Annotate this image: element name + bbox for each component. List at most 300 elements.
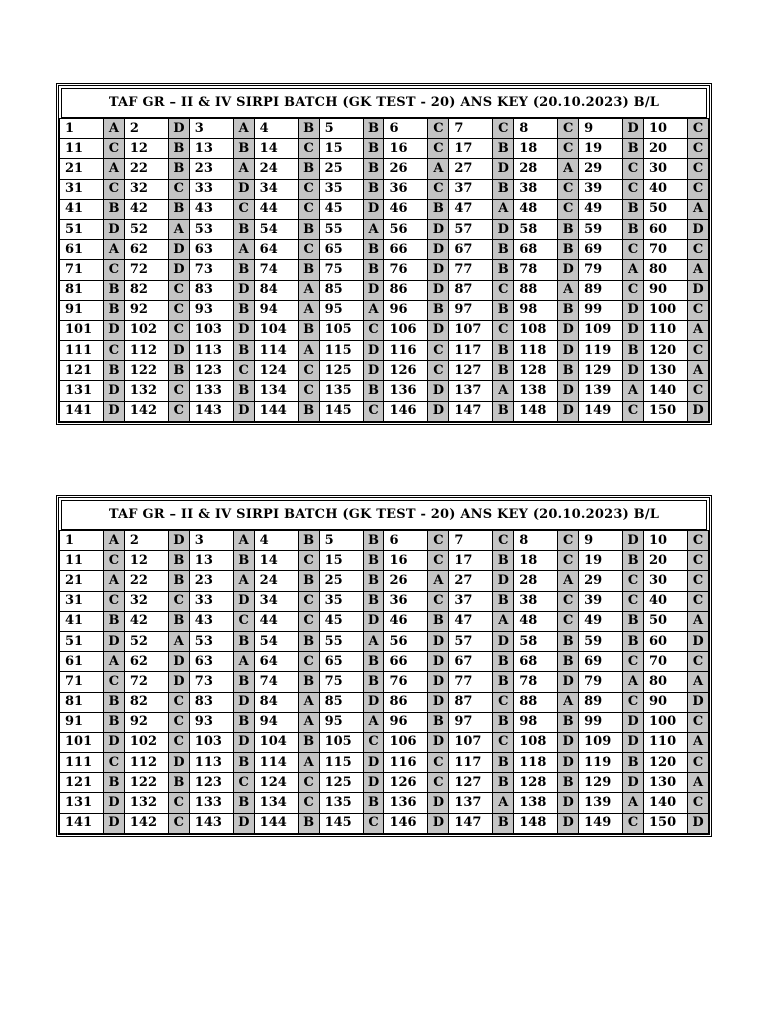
answer-letter: A [298, 692, 319, 712]
question-number: 41 [60, 611, 104, 631]
question-number: 134 [254, 381, 298, 401]
question-number: 6 [384, 531, 428, 551]
question-number: 132 [124, 793, 168, 813]
answer-letter: C [428, 551, 449, 571]
answer-letter: B [298, 732, 319, 752]
answer-letter: B [298, 119, 319, 139]
answer-letter: A [688, 611, 709, 631]
answer-letter: D [688, 692, 709, 712]
answer-letter: D [363, 280, 384, 300]
question-number: 93 [189, 712, 233, 732]
question-number: 95 [319, 712, 363, 732]
question-number: 23 [189, 159, 233, 179]
answer-letter: D [558, 341, 579, 361]
answer-letter: C [298, 361, 319, 381]
question-number: 100 [644, 300, 688, 320]
question-number: 6 [384, 119, 428, 139]
question-number: 10 [644, 119, 688, 139]
answer-letter: A [428, 571, 449, 591]
question-number: 3 [189, 531, 233, 551]
question-number: 112 [124, 753, 168, 773]
question-number: 13 [189, 139, 233, 159]
answer-letter: B [428, 611, 449, 631]
question-number: 111 [60, 341, 104, 361]
answer-letter: B [623, 219, 644, 239]
question-number: 30 [644, 159, 688, 179]
answer-letter: C [168, 300, 189, 320]
question-number: 100 [644, 712, 688, 732]
answer-letter: D [428, 813, 449, 833]
table-row [60, 591, 709, 611]
question-number: 101 [60, 320, 104, 340]
answer-letter: A [623, 793, 644, 813]
table-row [60, 260, 709, 280]
answer-letter: C [104, 551, 125, 571]
answer-letter: C [104, 260, 125, 280]
question-number: 136 [384, 793, 428, 813]
answer-letter: C [168, 179, 189, 199]
answer-letter: B [298, 320, 319, 340]
question-number: 85 [319, 280, 363, 300]
answer-letter: B [363, 119, 384, 139]
answer-letter: A [558, 159, 579, 179]
answer-letter: A [558, 692, 579, 712]
answer-letter: B [493, 652, 514, 672]
table-row [60, 361, 709, 381]
answer-letter: D [428, 732, 449, 752]
answer-letter: C [558, 179, 579, 199]
answer-letter: B [298, 159, 319, 179]
question-number: 75 [319, 672, 363, 692]
answer-letter: D [428, 320, 449, 340]
question-number: 68 [514, 240, 558, 260]
question-number: 29 [579, 159, 623, 179]
table-row [60, 219, 709, 239]
question-number: 106 [384, 732, 428, 752]
question-number: 82 [124, 280, 168, 300]
answer-letter: B [493, 591, 514, 611]
question-number: 79 [579, 672, 623, 692]
question-number: 104 [254, 320, 298, 340]
question-number: 101 [60, 732, 104, 752]
table-row [60, 692, 709, 712]
question-number: 45 [319, 199, 363, 219]
answer-letter: D [623, 119, 644, 139]
question-number: 128 [514, 773, 558, 793]
table-row [60, 712, 709, 732]
question-number: 144 [254, 813, 298, 833]
answer-letter: C [558, 591, 579, 611]
answer-letter: C [428, 773, 449, 793]
question-number: 66 [384, 652, 428, 672]
answer-key-title: TAF GR – II & IV SIRPI BATCH (GK TEST - 20) ANS KEY (20.10.2023) B/L [61, 500, 707, 530]
answer-letter: B [493, 551, 514, 571]
question-number: 115 [319, 753, 363, 773]
question-number: 144 [254, 401, 298, 421]
answer-letter: C [298, 611, 319, 631]
answer-letter: D [493, 571, 514, 591]
answer-letter: C [363, 813, 384, 833]
question-number: 74 [254, 672, 298, 692]
answer-letter: B [104, 300, 125, 320]
answer-letter: C [168, 401, 189, 421]
answer-letter: B [298, 672, 319, 692]
question-number: 146 [384, 813, 428, 833]
question-number: 37 [449, 179, 493, 199]
question-number: 56 [384, 219, 428, 239]
answer-letter: B [363, 672, 384, 692]
answer-letter: A [104, 531, 125, 551]
question-number: 105 [319, 732, 363, 752]
question-number: 86 [384, 692, 428, 712]
answer-letter: D [558, 732, 579, 752]
answer-letter: C [623, 179, 644, 199]
question-number: 127 [449, 361, 493, 381]
question-number: 92 [124, 300, 168, 320]
answer-letter: C [688, 119, 709, 139]
answer-letter: C [104, 591, 125, 611]
question-number: 68 [514, 652, 558, 672]
answer-letter: D [623, 531, 644, 551]
question-number: 15 [319, 551, 363, 571]
question-number: 136 [384, 381, 428, 401]
answer-letter: D [363, 692, 384, 712]
question-number: 104 [254, 732, 298, 752]
answer-letter: B [104, 611, 125, 631]
answer-letter: B [493, 672, 514, 692]
answer-letter: B [298, 571, 319, 591]
question-number: 8 [514, 531, 558, 551]
question-number: 62 [124, 652, 168, 672]
answer-letter: A [688, 260, 709, 280]
answer-letter: C [104, 139, 125, 159]
answer-letter: B [558, 652, 579, 672]
answer-letter: B [168, 139, 189, 159]
question-number: 121 [60, 361, 104, 381]
question-number: 108 [514, 320, 558, 340]
answer-letter: B [363, 591, 384, 611]
answer-letter: D [168, 531, 189, 551]
question-number: 86 [384, 280, 428, 300]
question-number: 92 [124, 712, 168, 732]
answer-letter: D [233, 692, 254, 712]
question-number: 150 [644, 813, 688, 833]
answer-letter: A [104, 571, 125, 591]
question-number: 58 [514, 219, 558, 239]
question-number: 7 [449, 119, 493, 139]
question-number: 150 [644, 401, 688, 421]
table-row [60, 240, 709, 260]
answer-letter: A [493, 611, 514, 631]
answer-letter: B [363, 793, 384, 813]
answer-letter: C [688, 240, 709, 260]
answer-letter: C [168, 280, 189, 300]
question-number: 30 [644, 571, 688, 591]
answer-letter: C [493, 531, 514, 551]
answer-letter: D [493, 631, 514, 651]
question-number: 88 [514, 692, 558, 712]
question-number: 60 [644, 631, 688, 651]
answer-letter: D [688, 401, 709, 421]
answer-letter: A [688, 732, 709, 752]
question-number: 97 [449, 712, 493, 732]
answer-letter: D [558, 320, 579, 340]
question-number: 9 [579, 531, 623, 551]
question-number: 40 [644, 179, 688, 199]
question-number: 55 [319, 219, 363, 239]
answer-letter: D [233, 401, 254, 421]
answer-letter: D [104, 381, 125, 401]
answer-letter: B [298, 401, 319, 421]
question-number: 38 [514, 591, 558, 611]
question-number: 131 [60, 793, 104, 813]
table-row [60, 571, 709, 591]
answer-letter: B [298, 813, 319, 833]
table-row [60, 280, 709, 300]
answer-key-block-top [56, 83, 712, 425]
question-number: 93 [189, 300, 233, 320]
answer-letter: A [688, 199, 709, 219]
answer-letter: D [428, 652, 449, 672]
answer-letter: C [623, 240, 644, 260]
answer-key-table [59, 530, 709, 834]
answer-letter: D [558, 672, 579, 692]
answer-letter: A [428, 159, 449, 179]
question-number: 71 [60, 672, 104, 692]
question-number: 72 [124, 260, 168, 280]
question-number: 34 [254, 179, 298, 199]
answer-letter: B [493, 813, 514, 833]
question-number: 69 [579, 652, 623, 672]
answer-letter: A [298, 300, 319, 320]
table-row [60, 300, 709, 320]
table-row [60, 159, 709, 179]
question-number: 80 [644, 260, 688, 280]
question-number: 81 [60, 692, 104, 712]
question-number: 99 [579, 712, 623, 732]
answer-letter: C [298, 240, 319, 260]
answer-letter: C [688, 179, 709, 199]
question-number: 31 [60, 591, 104, 611]
answer-letter: D [623, 773, 644, 793]
question-number: 77 [449, 672, 493, 692]
question-number: 113 [189, 341, 233, 361]
question-number: 116 [384, 753, 428, 773]
answer-letter: C [688, 793, 709, 813]
answer-letter: D [233, 732, 254, 752]
answer-letter: B [558, 300, 579, 320]
question-number: 114 [254, 753, 298, 773]
answer-letter: C [688, 571, 709, 591]
question-number: 135 [319, 793, 363, 813]
answer-letter: C [168, 320, 189, 340]
answer-letter: D [104, 793, 125, 813]
answer-letter: D [428, 692, 449, 712]
question-number: 17 [449, 551, 493, 571]
question-number: 143 [189, 401, 233, 421]
question-number: 132 [124, 381, 168, 401]
question-number: 57 [449, 631, 493, 651]
answer-letter: B [623, 199, 644, 219]
question-number: 52 [124, 219, 168, 239]
question-number: 83 [189, 692, 233, 712]
question-number: 120 [644, 753, 688, 773]
answer-letter: B [428, 300, 449, 320]
answer-letter: C [623, 159, 644, 179]
answer-letter: D [104, 320, 125, 340]
question-number: 99 [579, 300, 623, 320]
table-row [60, 401, 709, 421]
answer-letter: A [363, 219, 384, 239]
answer-letter: B [363, 260, 384, 280]
question-number: 139 [579, 793, 623, 813]
answer-letter: C [104, 753, 125, 773]
answer-letter: A [298, 280, 319, 300]
question-number: 82 [124, 692, 168, 712]
answer-letter: D [363, 773, 384, 793]
answer-letter: D [104, 732, 125, 752]
answer-letter: C [688, 159, 709, 179]
answer-letter: B [493, 240, 514, 260]
answer-letter: D [233, 280, 254, 300]
question-number: 69 [579, 240, 623, 260]
question-number: 149 [579, 401, 623, 421]
answer-letter: D [623, 300, 644, 320]
answer-letter: C [168, 692, 189, 712]
answer-letter: D [168, 672, 189, 692]
answer-letter: B [104, 692, 125, 712]
question-number: 21 [60, 571, 104, 591]
question-number: 108 [514, 732, 558, 752]
answer-letter: B [233, 219, 254, 239]
question-number: 98 [514, 712, 558, 732]
question-number: 51 [60, 219, 104, 239]
question-number: 29 [579, 571, 623, 591]
question-number: 117 [449, 341, 493, 361]
question-number: 96 [384, 300, 428, 320]
question-number: 133 [189, 381, 233, 401]
question-number: 52 [124, 631, 168, 651]
answer-letter: D [428, 631, 449, 651]
question-number: 125 [319, 773, 363, 793]
answer-letter: C [558, 531, 579, 551]
answer-letter: C [233, 773, 254, 793]
answer-letter: A [558, 571, 579, 591]
answer-letter: C [493, 320, 514, 340]
question-number: 27 [449, 159, 493, 179]
answer-letter: A [233, 652, 254, 672]
question-number: 142 [124, 813, 168, 833]
answer-letter: A [168, 219, 189, 239]
question-number: 89 [579, 692, 623, 712]
answer-letter: A [363, 300, 384, 320]
question-number: 134 [254, 793, 298, 813]
answer-letter: C [233, 611, 254, 631]
table-row [60, 139, 709, 159]
question-number: 59 [579, 219, 623, 239]
question-number: 5 [319, 531, 363, 551]
question-number: 129 [579, 773, 623, 793]
answer-letter: B [168, 199, 189, 219]
question-number: 24 [254, 571, 298, 591]
question-number: 121 [60, 773, 104, 793]
answer-letter: D [363, 341, 384, 361]
answer-letter: C [168, 381, 189, 401]
table-row [60, 551, 709, 571]
answer-letter: B [233, 139, 254, 159]
answer-letter: B [363, 159, 384, 179]
answer-letter: C [623, 401, 644, 421]
question-number: 74 [254, 260, 298, 280]
question-number: 141 [60, 401, 104, 421]
question-number: 129 [579, 361, 623, 381]
question-number: 124 [254, 773, 298, 793]
question-number: 140 [644, 793, 688, 813]
answer-letter: A [363, 631, 384, 651]
question-number: 114 [254, 341, 298, 361]
answer-letter: A [298, 753, 319, 773]
question-number: 137 [449, 793, 493, 813]
question-number: 103 [189, 320, 233, 340]
answer-letter: D [104, 631, 125, 651]
question-number: 12 [124, 551, 168, 571]
question-number: 48 [514, 199, 558, 219]
question-number: 20 [644, 139, 688, 159]
answer-letter: C [558, 611, 579, 631]
answer-letter: B [428, 199, 449, 219]
answer-letter: A [493, 199, 514, 219]
question-number: 55 [319, 631, 363, 651]
answer-letter: C [168, 793, 189, 813]
answer-letter: C [298, 199, 319, 219]
question-number: 83 [189, 280, 233, 300]
question-number: 78 [514, 260, 558, 280]
question-number: 66 [384, 240, 428, 260]
table-row [60, 320, 709, 340]
question-number: 16 [384, 551, 428, 571]
answer-letter: D [428, 219, 449, 239]
question-number: 102 [124, 320, 168, 340]
answer-key-title: TAF GR – II & IV SIRPI BATCH (GK TEST - 20) ANS KEY (20.10.2023) B/L [61, 88, 707, 118]
question-number: 8 [514, 119, 558, 139]
answer-letter: D [558, 260, 579, 280]
table-row [60, 119, 709, 139]
answer-letter: D [168, 119, 189, 139]
answer-letter: C [623, 280, 644, 300]
question-number: 94 [254, 712, 298, 732]
question-number: 10 [644, 531, 688, 551]
answer-letter: B [168, 159, 189, 179]
question-number: 41 [60, 199, 104, 219]
question-number: 25 [319, 159, 363, 179]
answer-letter: B [168, 361, 189, 381]
answer-letter: D [493, 159, 514, 179]
question-number: 128 [514, 361, 558, 381]
answer-letter: B [558, 240, 579, 260]
answer-letter: C [298, 381, 319, 401]
question-number: 32 [124, 591, 168, 611]
answer-letter: D [688, 280, 709, 300]
answer-letter: C [233, 199, 254, 219]
question-number: 77 [449, 260, 493, 280]
answer-letter: B [493, 401, 514, 421]
answer-letter: C [428, 119, 449, 139]
answer-letter: B [493, 341, 514, 361]
question-number: 56 [384, 631, 428, 651]
answer-letter: C [688, 551, 709, 571]
answer-letter: B [168, 571, 189, 591]
question-number: 89 [579, 280, 623, 300]
